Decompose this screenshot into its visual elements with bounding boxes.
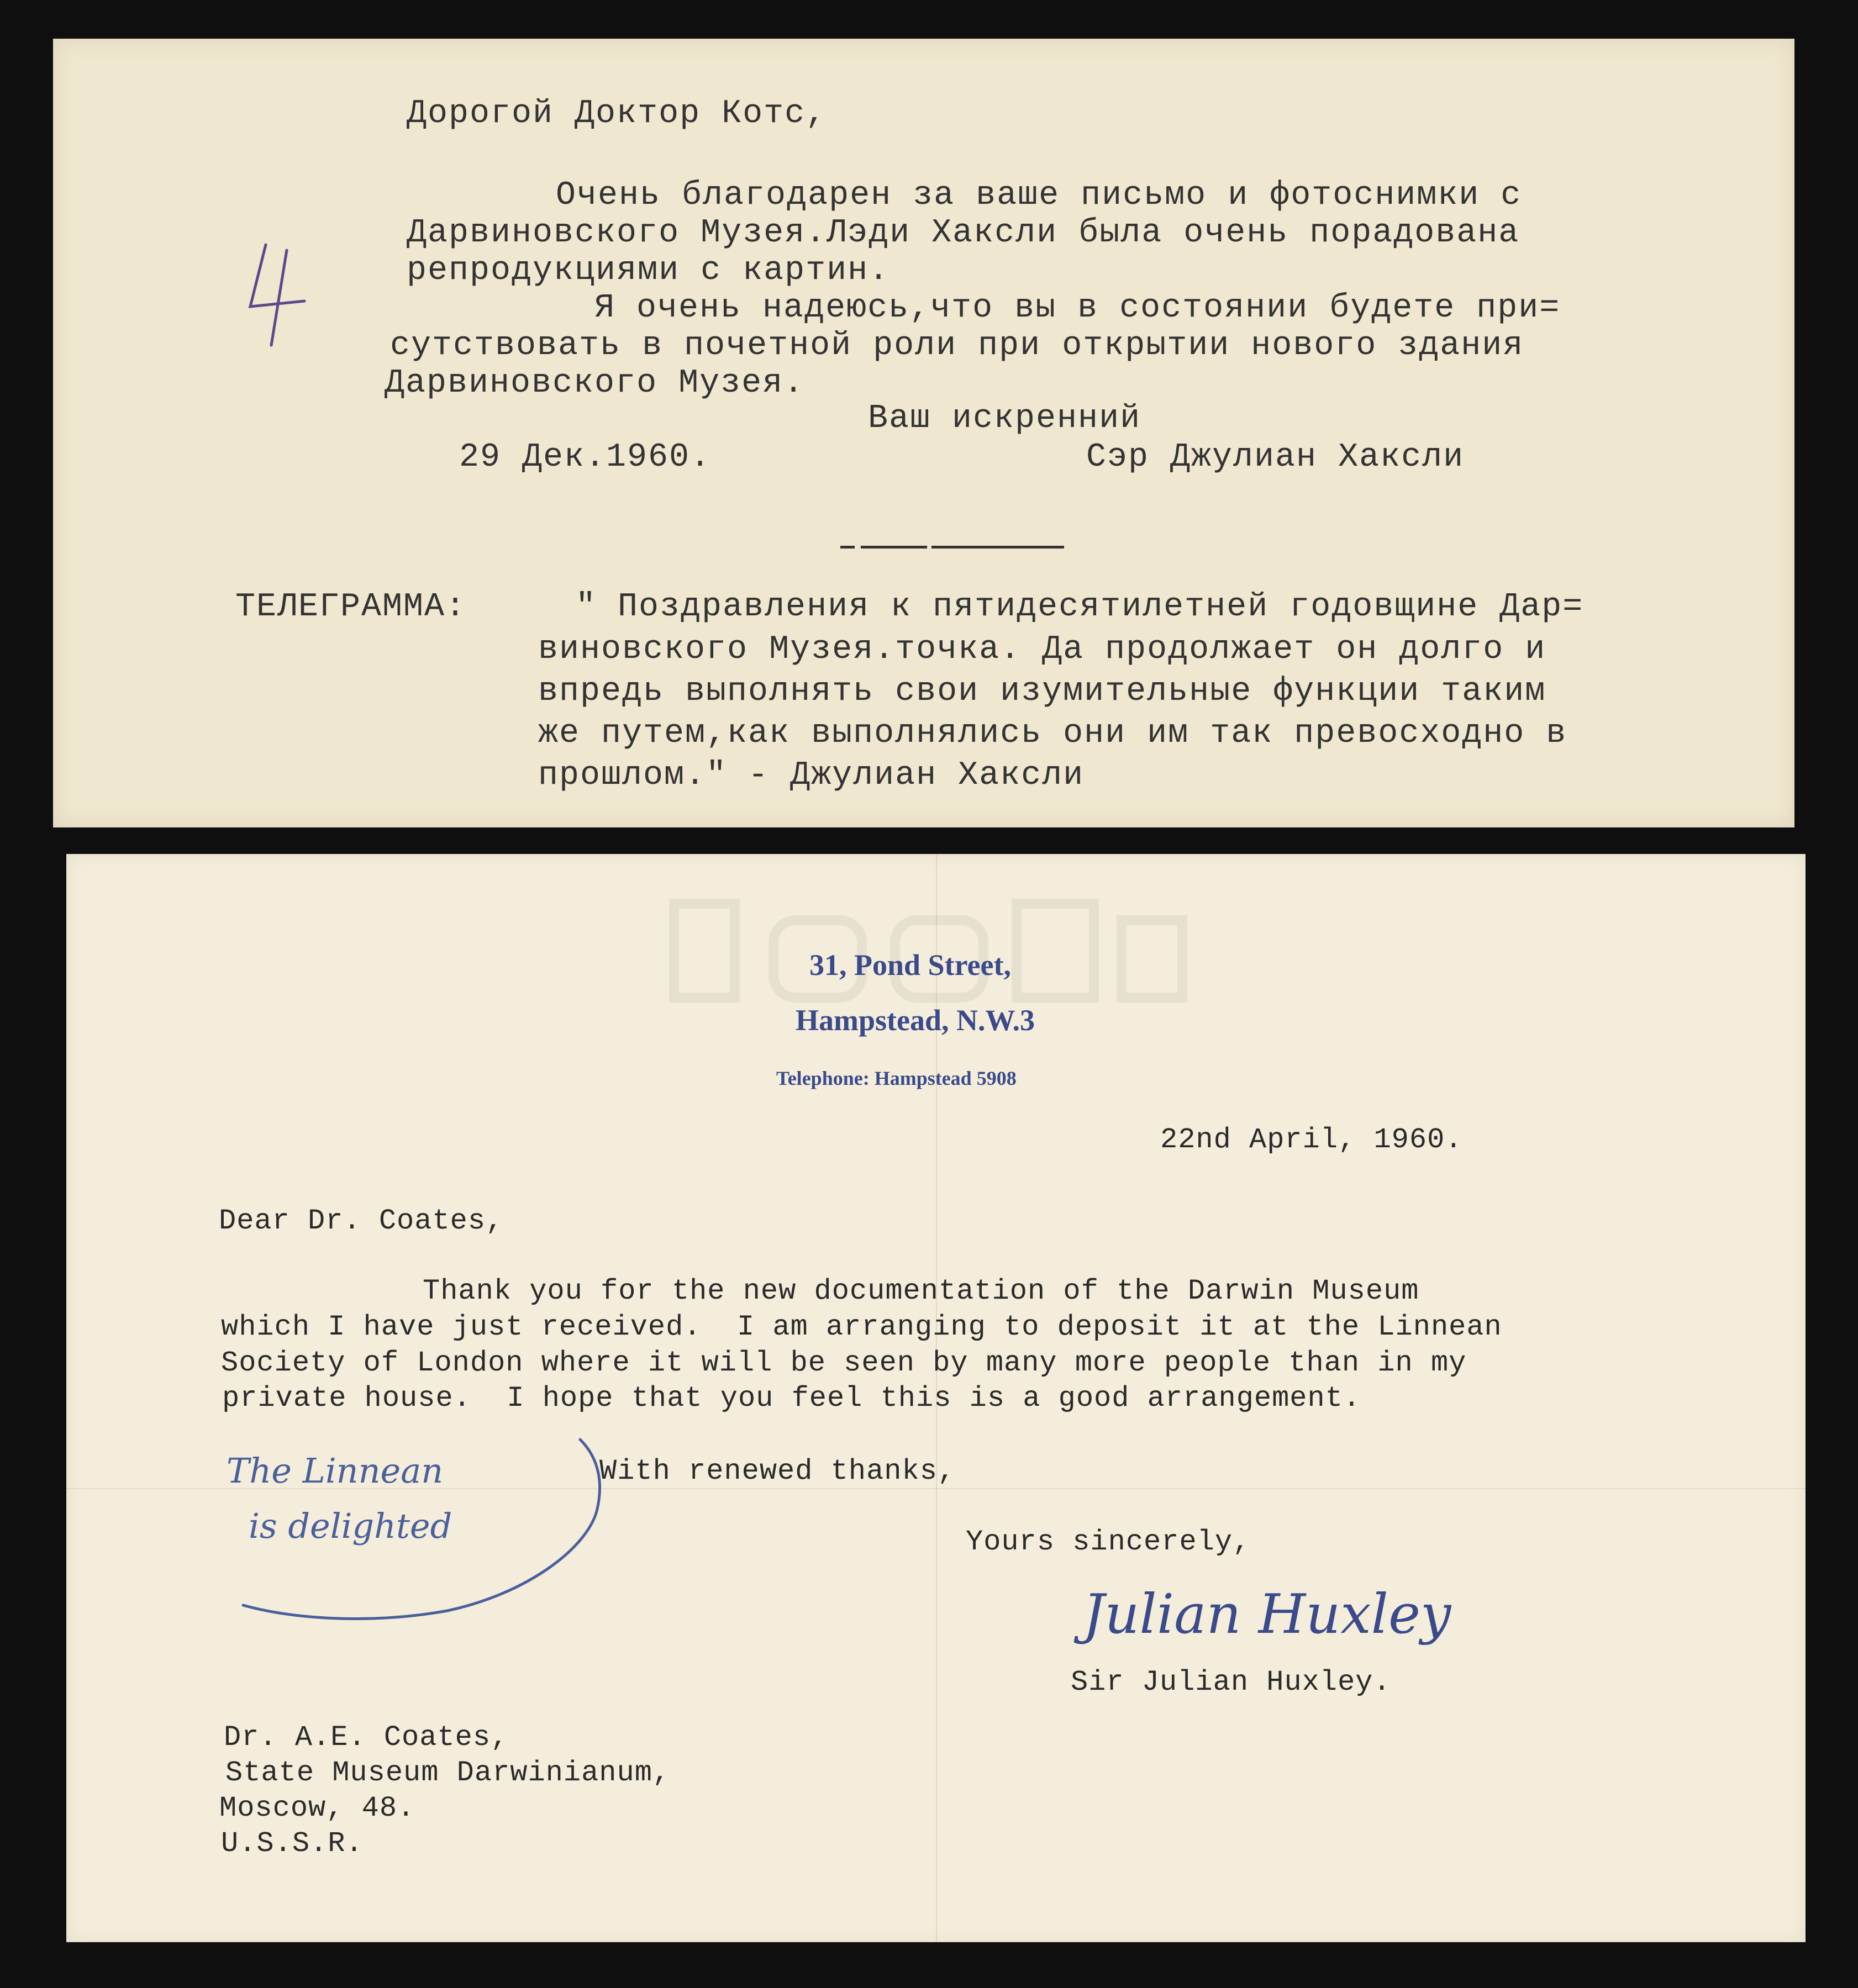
recipient-line: U.S.S.R. <box>221 1827 364 1860</box>
en-body-line: Thank you for the new documentation of the Darwin Museum <box>423 1275 1419 1307</box>
ru-body-line: Очень благодарен за ваше письмо и фотоснимки с <box>556 177 1522 214</box>
margin-note-line1: The Linnean <box>227 1451 444 1491</box>
letterhead-address-line2: Hampstead, N.W.3 <box>796 1004 1035 1037</box>
en-date: 22nd April, 1960. <box>1160 1124 1463 1156</box>
letterhead-telephone: Telephone: Hampstead 5908 <box>776 1067 1017 1089</box>
ru-body-line: Дарвиновского Музея. <box>385 365 805 402</box>
separator-dash <box>840 546 855 549</box>
letterhead-address-line1: 31, Pond Street, <box>809 948 1011 982</box>
recipient-line: State Museum Darwinianum, <box>225 1757 671 1789</box>
separator-dash <box>861 546 927 549</box>
recipient-line: Dr. A.E. Coates, <box>224 1721 509 1754</box>
ru-salutation: Дорогой Доктор Котс, <box>407 95 827 133</box>
ru-closing: Ваш искренний <box>868 400 1141 437</box>
telegram-line: прошлом." - Джулиан Хаксли <box>538 757 1085 794</box>
handwritten-margin-note <box>215 1428 624 1649</box>
ru-body-line: репродукциями с картин. <box>407 252 890 289</box>
ru-body-line: сутствовать в почетной роли при открытии нового здания <box>390 327 1524 365</box>
telegram-line: впредь выполнять свои изумительные функции таким <box>538 673 1546 710</box>
telegram-label: ТЕЛЕГРАММА: <box>235 588 467 626</box>
telegram-line: виновского Музея.точка. Да продолжает он долго и <box>538 631 1546 668</box>
ru-signature: Сэр Джулиан Хаксли <box>1086 439 1465 476</box>
margin-number-4 <box>244 240 310 351</box>
en-closing: Yours sincerely, <box>966 1526 1251 1558</box>
en-typed-name: Sir Julian Huxley. <box>1071 1666 1391 1699</box>
english-letter-sheet <box>66 854 1806 1942</box>
en-body-line: private house. I hope that you feel this is a good arrangement. <box>222 1382 1361 1415</box>
en-thanks: With renewed thanks, <box>599 1455 956 1488</box>
handwritten-signature: Julian Huxley <box>1083 1583 1451 1646</box>
en-salutation: Dear Dr. Coates, <box>219 1205 504 1237</box>
russian-translation-sheet <box>53 39 1794 827</box>
telegram-line: " Поздравления к пятидесятилетней годовщине Дар= <box>576 588 1584 626</box>
ru-body-line: Дарвиновского Музея.Лэди Хаксли была очень порадована <box>407 214 1520 252</box>
ru-body-line: Я очень надеюсь,что вы в состоянии будете при= <box>594 289 1561 327</box>
telegram-line: же путем,как выполнялись они им так превосходно в <box>538 715 1567 752</box>
en-body-line: Society of London where it will be seen by many more people than in my <box>221 1347 1467 1379</box>
margin-note-line2: is delighted <box>249 1506 452 1546</box>
ru-date: 29 Дек.1960. <box>459 439 712 476</box>
recipient-line: Moscow, 48. <box>219 1792 415 1824</box>
separator-dash <box>931 546 1064 549</box>
en-body-line: which I have just received. I am arranging to deposit it at the Linnean <box>221 1311 1502 1343</box>
